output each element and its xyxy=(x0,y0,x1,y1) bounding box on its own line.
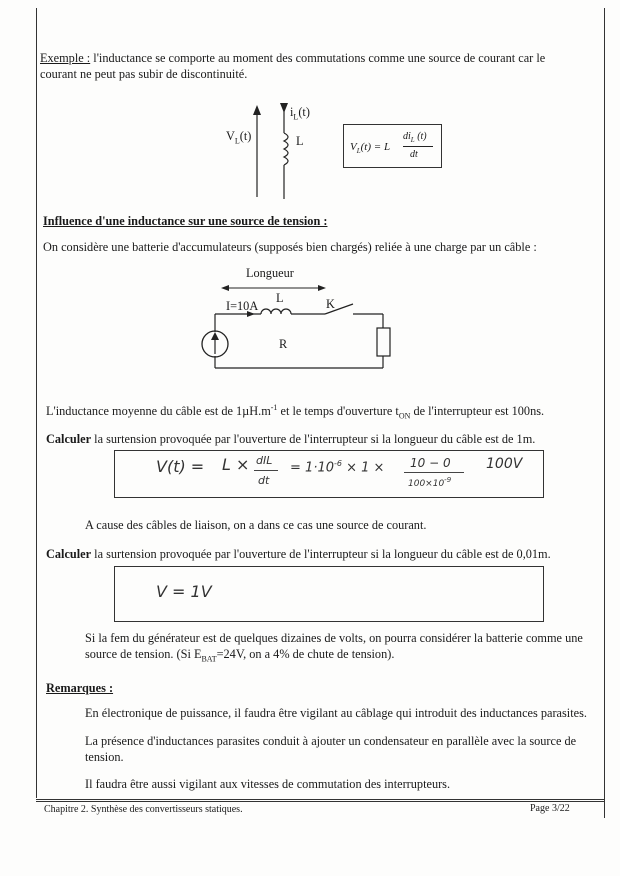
remark-2: La présence d'inductances parasites conduit à ajouter un condensateur en parallèle avec la source de tension. xyxy=(85,734,577,764)
answer-1-handwriting: V(t) = xyxy=(156,457,205,476)
section-title: Influence d'une inductance sur une source de tension : xyxy=(43,214,328,228)
fem-paragraph: Si la fem du générateur est de quelques dizaines de volts, on pourra considérer la batterie comme une source de tension. (Si $E_{BAT}=24V$, on a 4% de chute de tension). xyxy=(85,631,583,664)
length-label: Longueur xyxy=(246,266,294,280)
remarks-title: Remarques : xyxy=(46,681,114,695)
cable-l-label: L xyxy=(276,291,284,305)
answer-1-frac-bar xyxy=(254,470,278,471)
inductor-diagram xyxy=(220,95,330,205)
remark-3: Il faudra être aussi vigilant aux vitesses de commutation des interrupteurs. xyxy=(85,777,451,791)
example-text-2: courant ne peut pas subir de discontinuité. xyxy=(40,67,248,81)
answer-1-frac-num: dIL xyxy=(256,454,273,467)
footer-page-number: Page 3/22 xyxy=(530,803,570,814)
inductance-paragraph: L'inductance moyenne du câble est de $1\mu H.m^{-1}$ et le temps d'ouverture $t_{ON}$ de l'interrupteur est 100ns. xyxy=(46,403,545,421)
circuit-diagram xyxy=(195,280,415,380)
question-2: Calculer la surtension provoquée par l'ouverture de l'interrupteur si la longueur du câble est de 0,01m. xyxy=(46,547,551,561)
intro-paragraph: On considère une batterie d'accumulateurs (supposés bien chargés) reliée à une charge par un câble : xyxy=(43,240,537,254)
footer-chapter: Chapitre 2. Synthèse des convertisseurs statiques. xyxy=(44,804,243,815)
footer-rule-2 xyxy=(36,801,604,802)
il-label: $i_L(t)$ xyxy=(290,105,310,122)
answer-1-l: L × xyxy=(222,455,250,474)
example-paragraph xyxy=(40,50,600,82)
answer-1-frac-den: dt xyxy=(258,474,270,487)
question-1: Calculer la surtension provoquée par l'ouverture de l'interrupteur si la longueur du câble est de 1m. xyxy=(46,432,536,446)
answer-2-handwriting: V = 1V xyxy=(156,582,212,601)
example-text-1: l'inductance se comporte au moment des commutations comme une source de courant car le xyxy=(90,51,546,65)
note-current-source: A cause des câbles de liaison, on a dans ce cas une source de courant. xyxy=(85,518,427,532)
example-label: Exemple : xyxy=(40,51,91,65)
current-label: I=10A xyxy=(226,299,259,313)
answer-1-n-num: 10 − 0 xyxy=(410,456,451,470)
answer-1-result: 100V xyxy=(486,456,523,472)
footer-rule xyxy=(36,799,604,800)
switch-k-label: K xyxy=(326,297,335,311)
vl-label: $V_L(t)$ xyxy=(226,129,252,146)
answer-1-n-bar xyxy=(404,472,464,473)
remark-1: En électronique de puissance, il faudra être vigilant au câblage qui introduit des inductances parasites. xyxy=(85,706,587,720)
answer-1-n-den: $100\times 10^{-9}$ xyxy=(408,476,452,489)
answer-1-numbers: = $1\cdot 10^{-6} \times 1$ × xyxy=(290,459,385,476)
load-r-label: R xyxy=(279,337,288,351)
page-frame-left xyxy=(36,8,37,798)
inductor-l-label: L xyxy=(296,134,304,148)
